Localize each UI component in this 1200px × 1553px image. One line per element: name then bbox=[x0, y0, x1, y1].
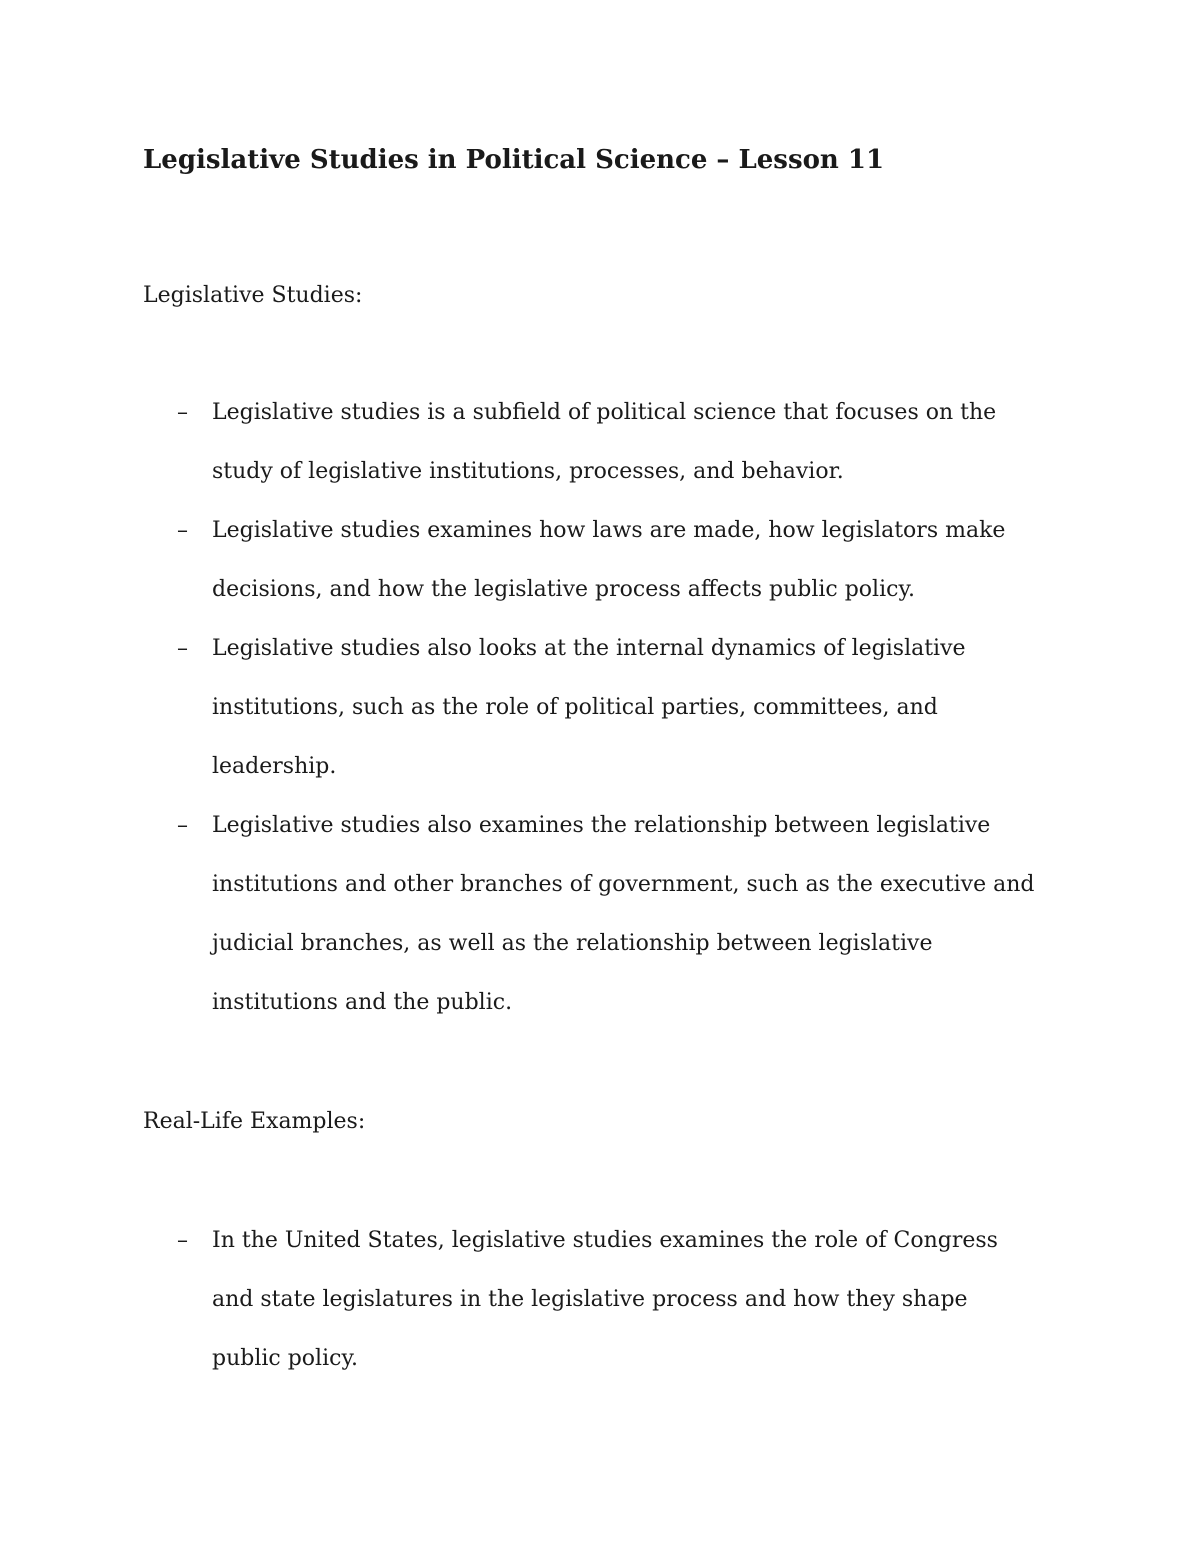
list-item bbox=[143, 1211, 1043, 1388]
section-heading-real-life-examples: Real-Life Examples: bbox=[143, 1109, 366, 1134]
list-item bbox=[143, 383, 1043, 501]
list-item-text: Legislative studies also looks at the internal dynamics of legislative institutions, such as the role of political parties, committees, and leadership. bbox=[212, 636, 966, 779]
list-item-text: In the United States, legislative studies examines the role of Congress and state legislatures in the legislative process and how they shape public policy. bbox=[212, 1228, 998, 1371]
dash-bullet-icon: – bbox=[177, 1228, 188, 1253]
dash-bullet-icon: – bbox=[177, 636, 188, 661]
real-life-examples-list bbox=[143, 1211, 1043, 1388]
dash-bullet-icon: – bbox=[177, 813, 188, 838]
list-item-text: Legislative studies examines how laws are made, how legislators make decisions, and how the legislative process affects public policy. bbox=[212, 518, 1006, 602]
list-item bbox=[143, 796, 1043, 1032]
section-heading-legislative-studies: Legislative Studies: bbox=[143, 283, 363, 308]
legislative-studies-list bbox=[143, 383, 1043, 1032]
list-item-text: Legislative studies also examines the relationship between legislative institutions and other branches of government, such as the executive and judicial branches, as well as the relationship between legislative institutions and the public. bbox=[212, 813, 1035, 1015]
dash-bullet-icon: – bbox=[177, 400, 188, 425]
list-item bbox=[143, 619, 1043, 796]
list-item-text: Legislative studies is a subfield of political science that focuses on the study of legislative institutions, processes, and behavior. bbox=[212, 400, 997, 484]
document-title: Legislative Studies in Political Science – Lesson 11 bbox=[143, 145, 885, 175]
dash-bullet-icon: – bbox=[177, 518, 188, 543]
list-item bbox=[143, 501, 1043, 619]
